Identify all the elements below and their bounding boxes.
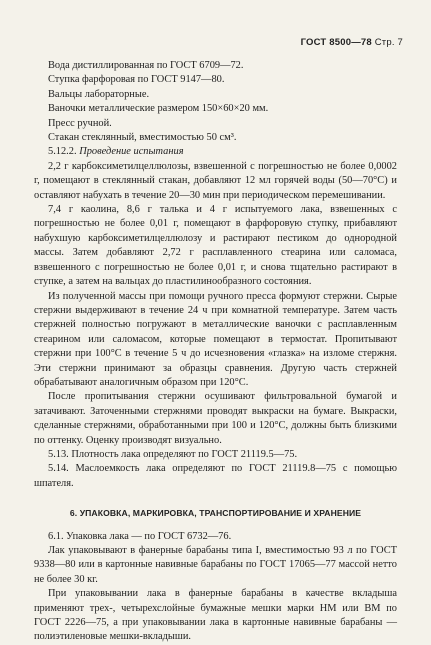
paragraph: 2,2 г карбоксиметилцеллюлозы, взвешенной с погрешностью не более 0,0002 г, помещают в стеклянный стакан, добавляют 12 мл горячей воды (50—70°С) и оставляют набухать в течение 20—30 мин при периодическом перемешивании. (34, 160, 397, 201)
paragraph: 7,4 г каолина, 8,6 г талька и 4 г испытуемого лака, взвешенных с погрешностью не более 0,01 г, помещают в фарфоровую ступку, прибавляют набухшую карбоксиметилцеллюлозу и растирают пестиком до однородной массы. Затем добавляют 2,72 г расплавленного стеарина или саломаса, взвешенного с погрешностью не более 0,01 г, и снова тщательно растирают в ступке, а затем на вальцах до пластилинообразного состояния. (34, 204, 397, 288)
subsection-heading (34, 145, 397, 159)
section-heading: 6. УПАКОВКА, МАРКИРОВКА, ТРАНСПОРТИРОВАНИЕ И ХРАНЕНИЕ (69, 508, 362, 519)
equipment-item: Ваночки металлические размером 150×60×20 мм. (48, 103, 269, 115)
equipment-item: Вода дистиллированная по ГОСТ 6709—72. (48, 60, 244, 71)
equipment-item: Стакан стеклянный, вместимостью 50 см³. (48, 132, 237, 144)
paragraph: При упаковывании лака в фанерные барабаны в качестве вкладыша применяют трех-, четырехслойные бумажные мешки марки НМ или ВМ по ГОСТ 2226—75, а при упаковывании лака в картонные навивные барабаны — полиэтиленовые мешки-вкладыши. (34, 588, 397, 643)
paragraph: После пропитывания стержни осушивают фильтровальной бумагой и затачивают. Заточенными стержнями проводят выкраски на бумаге. Выкраски, сделанные стержнями, обработанными при 100 и 120°С, должны быть близкими по оттенку. Оценку производят визуально. (34, 391, 397, 446)
subsection-number: 5.12.2. (48, 146, 77, 158)
standard-number: ГОСТ 8500—78 (300, 37, 372, 48)
subsection-title: Проведение испытания (79, 146, 184, 158)
paragraph: Лак упаковывают в фанерные барабаны типа I, вместимостью 93 л по ГОСТ 9338—80 или в картонные навивные барабаны по ГОСТ 17065—77 массой нетто не более 30 кг. (34, 545, 397, 585)
page-header (301, 37, 403, 48)
page-number: Стр. 7 (374, 37, 403, 48)
paragraph: Из полученной массы при помощи ручного пресса формуют стержни. Сырые стержни выдерживают в течение 24 ч при комнатной температуре. Затем часть стержней полностью погружают в металлические ваночки с расплавленным стеарином или саломасом, которые помещают в термостат. Пропитывают стержни при 100°С в течение 5 ч до исчезновения «глазка» на изломе стержня. Эти стержни принимают за образцы сравнения. Другую часть стержней обрабатывают аналогичным образом при 120°С. (34, 290, 397, 388)
equipment-item: Вальцы лабораторные. (48, 88, 150, 100)
paragraph: 5.14. Маслоемкость лака определяют по ГОСТ 21119.8—75 с помощью шпателя. (34, 463, 397, 489)
paragraph: 6.1. Упаковка лака — по ГОСТ 6732—76. (48, 530, 232, 542)
equipment-item: Пресс ручной. (48, 117, 112, 129)
paragraph: 5.13. Плотность лака определяют по ГОСТ 21119.5—75. (48, 448, 298, 460)
equipment-item: Ступка фарфоровая по ГОСТ 9147—80. (48, 74, 225, 86)
document-body (34, 59, 397, 645)
